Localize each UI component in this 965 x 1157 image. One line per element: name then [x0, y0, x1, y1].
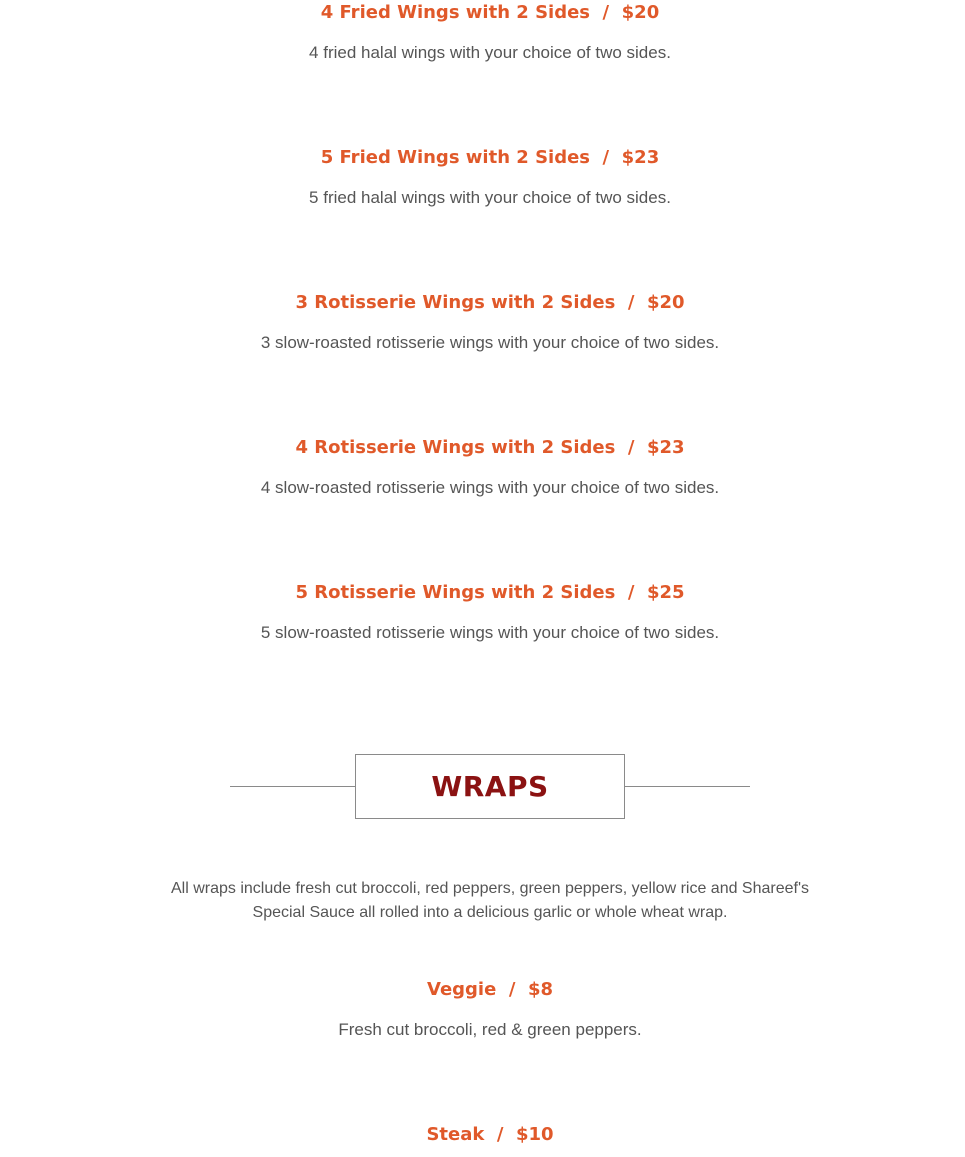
menu-item-title: 5 Rotisserie Wings with 2 Sides / $25: [295, 582, 685, 603]
menu-item-title: Veggie / $8: [427, 979, 553, 1000]
menu-item-title: 3 Rotisserie Wings with 2 Sides / $20: [295, 292, 685, 313]
section-intro: All wraps include fresh cut broccoli, red peppers, green peppers, yellow rice and Shareef's Special Sauce all rolled into a delicious garlic or whole wheat wrap.: [170, 880, 810, 921]
section-divider-left: [230, 786, 355, 787]
menu-item-title: 4 Rotisserie Wings with 2 Sides / $23: [295, 437, 685, 458]
menu-item-description: 5 fried halal wings with your choice of two sides.: [309, 188, 671, 207]
menu-item-description: 3 slow-roasted rotisserie wings with your choice of two sides.: [260, 333, 720, 352]
menu-item-title: Steak / $10: [426, 1124, 554, 1145]
section-heading: WRAPS: [431, 770, 549, 803]
menu-item-description: 4 slow-roasted rotisserie wings with your choice of two sides.: [260, 478, 720, 497]
menu-item-description: Fresh cut broccoli, red & green peppers.: [338, 1020, 642, 1039]
section-heading-box: [355, 754, 625, 819]
menu-item-description: 5 slow-roasted rotisserie wings with your choice of two sides.: [260, 623, 720, 642]
section-divider-right: [624, 786, 750, 787]
menu-item-description: 4 fried halal wings with your choice of two sides.: [309, 43, 671, 62]
menu-item-title: 5 Fried Wings with 2 Sides / $23: [320, 147, 660, 168]
menu-item-title: 4 Fried Wings with 2 Sides / $20: [320, 2, 660, 23]
